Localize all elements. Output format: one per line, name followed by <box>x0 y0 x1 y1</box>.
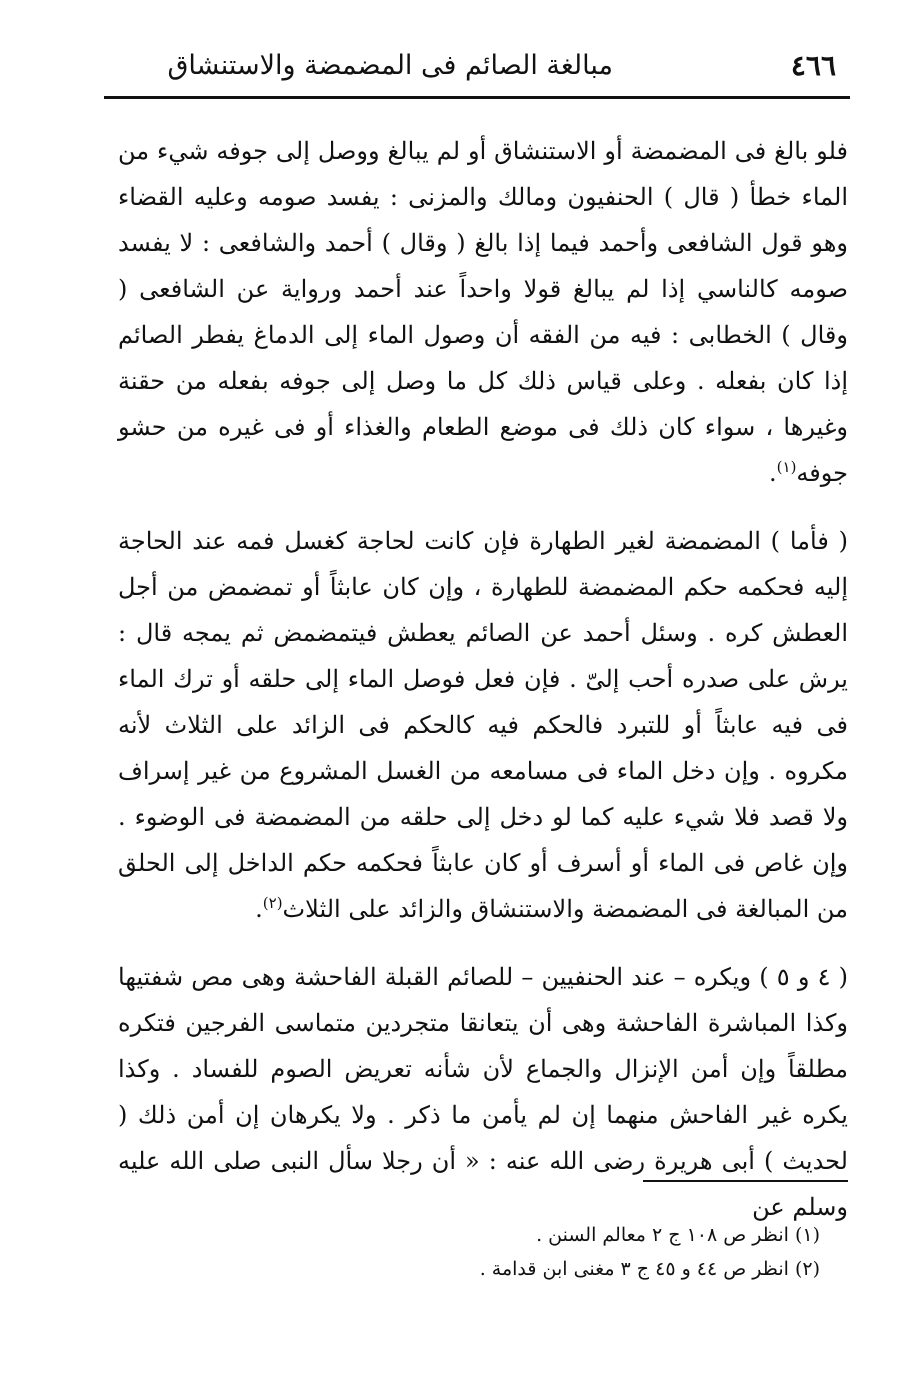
page-number: ٤٦٦ <box>790 49 836 82</box>
running-title: مبالغة الصائم فى المضمضة والاستنشاق <box>167 50 613 81</box>
paragraph-text: ( فأما ) المضمضة لغير الطهارة فإن كانت لحاجة كغسل فمه عند الحاجة إليه فحكمه حكم المضمضة للطهارة ، وإن كان عابثاً أو تمضمض من أجل العطش كره . وسئل أحمد عن الصائم يعطش فيتمضمض ثم يمجه قال : يرش على صدره أحب إلىّ . فإن فعل فوصل الماء إلى حلقه أو ترك الماء فى فيه عابثاً أو للتبرد فالحكم فيه كالحكم فى الزائد على الثلاث لأنه مكروه . وإن دخل الماء فى مسامعه من الغسل المشروع من غير إسراف ولا قصد فلا شيء عليه كما لو دخل إلى حلقه من المضمضة فى الوضوء . وإن غاص فى الماء أو أسرف أو كان عابثاً فحكمه حكم الداخل إلى الحلق من المبالغة فى المضمضة والاستنشاق والزائد على الثلاث <box>118 527 848 923</box>
footnote-rule <box>643 1180 848 1182</box>
main-text <box>118 128 848 1230</box>
header-rule <box>104 96 850 99</box>
page-header <box>100 40 848 96</box>
footnote-1: (١) انظر ص ١٠٨ ج ٢ معالم السنن . <box>536 1224 820 1246</box>
paragraph-1 <box>118 128 848 496</box>
footnote-ref-1: (١) <box>776 458 797 476</box>
footnote-ref-2: (٢) <box>262 894 283 912</box>
paragraph-end: . <box>769 459 777 487</box>
paragraph-text: فلو بالغ فى المضمضة أو الاستنشاق أو لم يبالغ ووصل إلى جوفه شيء من الماء خطأ ( قال ) الحنفيون ومالك والمزنى : يفسد صومه وعليه القضاء وهو قول الشافعى وأحمد فيما إذا بالغ ( وقال ) أحمد والشافعى : لا يفسد صومه كالناسي إذا لم يبالغ قولا واحداً عند أحمد ورواية عن الشافعى ( وقال ) الخطابى : فيه من الفقه أن وصول الماء إلى الدماغ يفطر الصائم إذا كان بفعله . وعلى قياس ذلك كل ما وصل إلى جوفه بفعله من حقنة وغيرها ، سواء كان ذلك فى موضع الطعام والغذاء أو فى غيره من حشو جوفه <box>118 137 848 487</box>
footnotes <box>300 1218 820 1286</box>
paragraph-2 <box>118 518 848 932</box>
paragraph-3 <box>118 954 848 1230</box>
paragraph-end: . <box>255 895 263 923</box>
footnote-2: (٢) انظر ص ٤٤ و ٤٥ ج ٣ مغنى ابن قدامة . <box>479 1258 820 1280</box>
paragraph-text: ( ٤ و ٥ ) ويكره – عند الحنفيين – للصائم القبلة الفاحشة وهى مص شفتيها وكذا المباشرة الفاحشة وهى أن يتعانقا متجردين متماسى الفرجين فتكره مطلقاً وإن أمن الإنزال والجماع لأن شأنه تعريض الصوم للفساد . وكذا يكره غير الفاحش منهما إن لم يأمن ما ذكر . ولا يكرهان إن أمن ذلك ( لحديث ) أبى هريرة رضى الله عنه : « أن رجلا سأل النبى صلى الله عليه وسلم عن <box>118 963 848 1221</box>
